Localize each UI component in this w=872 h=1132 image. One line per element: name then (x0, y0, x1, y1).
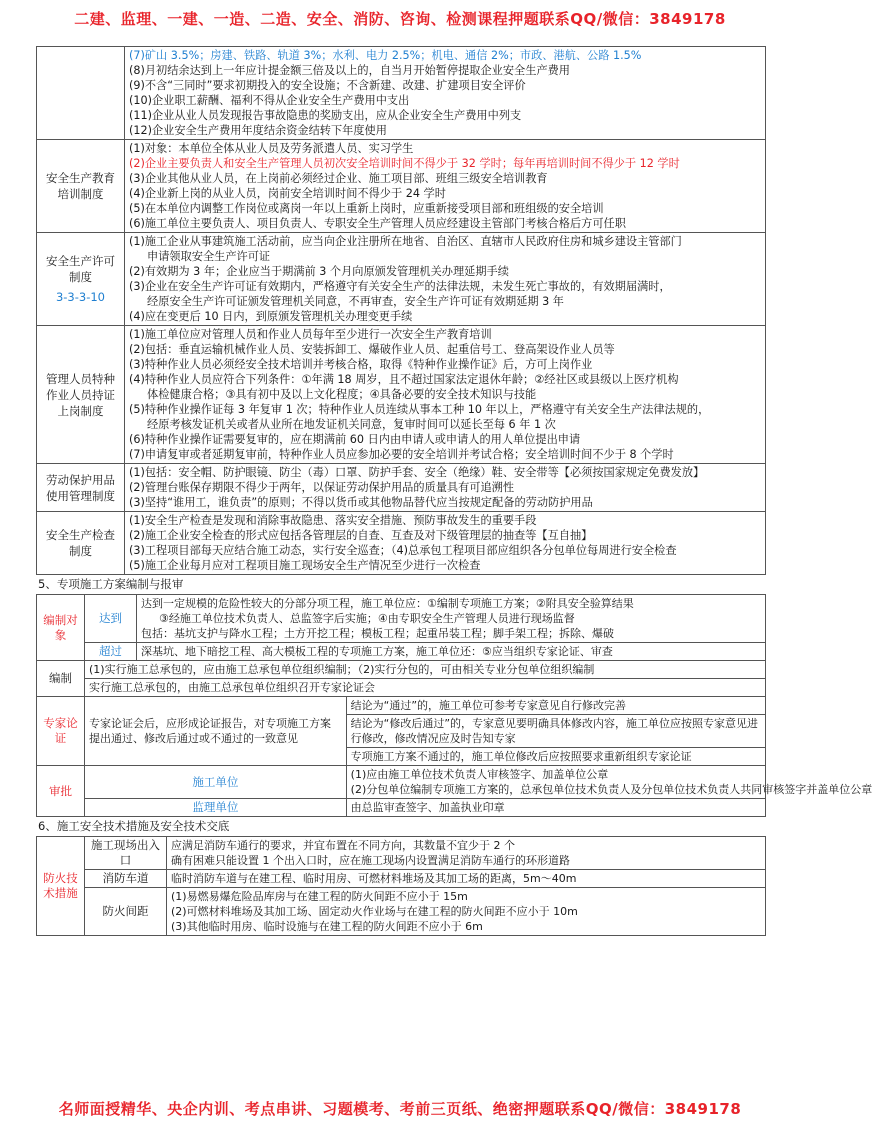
list-item: (2)企业主要负责人和安全生产管理人员初次安全培训时间不得少于 32 学时；每年再培训时间不得少于 12 学时 (129, 157, 680, 170)
review-label: 审批 (37, 766, 85, 817)
exceed-content: 深基坑、地下暗挖工程、高大模板工程的专项施工方案，施工单位还：⑤应当组织专家论证、审查 (137, 643, 766, 661)
list-item: 经原安全生产许可证颁发管理机关同意，不再审查，安全生产许可证有效期延期 3 年 (147, 295, 564, 308)
fire-label: 防火技术措施 (37, 837, 85, 936)
table-row (37, 679, 766, 697)
list-item: (1)对象：本单位全体从业人员及劳务派遣人员、实习学生 (129, 142, 414, 155)
table-row (37, 888, 766, 936)
footer-banner: 名师面授精华、央企内训、考点串讲、习题模考、考前三页纸、绝密押题联系QQ/微信：3849178 (58, 1100, 742, 1118)
row-content: 应满足消防车通行的要求，并宜布置在不同方向，其数量不宜少于 2 个 确有困难只能设置 1 个出入口时，应在施工现场内设置满足消防车通行的环形道路 (167, 837, 766, 870)
construction-unit-label: 施工单位 (85, 766, 347, 799)
list-item: (2)有效期为 3 年；企业应当于期满前 3 个月向原颁发管理机关办理延期手续 (129, 265, 509, 278)
list-item: (3)坚持“谁用工，谁负责”的原则；不得以货币或其他物品替代应当按规定配备的劳动防护用品 (129, 496, 593, 509)
mnemonic-label: 3-3-3-10 (55, 290, 106, 304)
list-item: (11)企业从业人员发现报告事故隐患的奖励支出，应从企业安全生产费用中列支 (129, 109, 522, 122)
table-row (37, 870, 766, 888)
category-title: 管理人员特种作业人员持证上岗制度 (37, 326, 125, 464)
category-content (125, 326, 766, 464)
safety-system-table (36, 46, 766, 575)
list-item: (4)企业新上岗的从业人员，岗前安全培训时间不得少于 24 学时 (129, 187, 446, 200)
list-item: ③经施工单位技术负责人、总监签字后实施；④由专职安全生产管理人员进行现场监督 (159, 612, 575, 625)
supervision-unit-label: 监理单位 (85, 799, 347, 817)
table-row (37, 233, 766, 326)
list-item: (5)在本单位内调整工作岗位或离岗一年以上重新上岗时，应重新接受项目部和班组级的安全培训 (129, 202, 604, 215)
section-5-heading: 5、专项施工方案编制与报审 (38, 577, 184, 591)
expert-label: 专家论证 (37, 697, 85, 766)
reach-content (137, 595, 766, 643)
list-item: (8)月初结余达到上一年应计提金额三倍及以上的，自当月开始暂停提取企业安全生产费用 (129, 64, 570, 77)
row-content: 临时消防车道与在建工程、临时用房、可燃材料堆场及其加工场的距离，5m～40m (167, 870, 766, 888)
row-content: (1)易燃易爆危险品库房与在建工程的防火间距不应小于 15m (2)可燃材料堆场及其加工场、固定动火作业场与在建工程的防火间距不应小于 10m (3)其他临时用房、临时设施与在建工程的防火间距不应小于 6m (167, 888, 766, 936)
expert-left: 专家论证会后，应形成论证报告，对专项施工方案提出通过、修改后通过或不通过的一致意见 (85, 697, 347, 766)
list-item: (1)包括：安全帽、防护眼镜、防尘（毒）口罩、防护手套、安全（绝缘）鞋、安全带等【必须按国家规定免费发放】 (129, 466, 705, 479)
list-item: (10)企业职工薪酬、福利不得从企业安全生产费用中支出 (129, 94, 410, 107)
row-label: 施工现场出入口 (85, 837, 167, 870)
special-plan-table (36, 594, 872, 817)
object-label: 编制对象 (37, 595, 85, 661)
list-item: (3)工程项目部每天应结合施工动态，实行安全巡查；（4)总承包工程项目部应组织各分包单位每周进行安全检查 (129, 544, 677, 557)
list-item: 包括：基坑支护与降水工程；土方开挖工程；模板工程；起重吊装工程；脚手架工程；拆除、爆破 (141, 627, 614, 640)
expert-result: 结论为“通过”的，施工单位可参考专家意见自行修改完善 (346, 697, 765, 715)
list-item: (5)特种作业操作证每 3 年复审 1 次；特种作业人员连续从事本工种 10 年以上，严格遵守有关安全生产法律法规的， (129, 403, 710, 416)
expert-result: 结论为“修改后通过”的，专家意见要明确具体修改内容，施工单位应按照专家意见进行修改，修改情况应及时告知专家 (346, 715, 765, 748)
list-item: 达到一定规模的危险性较大的分部分项工程，施工单位应：①编制专项施工方案；②附具安全验算结果 (141, 597, 634, 610)
reach-label: 达到 (85, 595, 137, 643)
category-title: 安全生产许可制度 3-3-3-10 (37, 233, 125, 326)
list-item: (2)包括：垂直运输机械作业人员、安装拆卸工、爆破作业人员、起重信号工、登高架设作业人员等 (129, 343, 615, 356)
table-row (37, 766, 766, 799)
category-title: 安全生产教育培训制度 (37, 140, 125, 233)
list-item: (7)申请复审或者延期复审前，特种作业人员应参加必要的安全培训并考试合格；安全培训时间不少于 8 个学时 (129, 448, 674, 461)
table-row (37, 837, 766, 870)
compile-content: (1)实行施工总承包的，应由施工总承包单位组织编制；（2)实行分包的，可由相关专业分包单位组织编制 (85, 661, 766, 679)
review-content: (1)应由施工单位技术负责人审核签字、加盖单位公章 (2)分包单位编制专项施工方案的，总承包单位技术负责人及分包单位技术负责人共同审核签字并盖单位公章 (346, 766, 765, 799)
list-item: (2)管理台账保存期限不得少于两年，以保证劳动保护用品的质量具有可追溯性 (129, 481, 515, 494)
compile-content: 实行施工总承包的，由施工总承包单位组织召开专家论证会 (85, 679, 766, 697)
list-item: (9)不含“三同时”要求初期投入的安全设施；不含新建、改建、扩建项目安全评价 (129, 79, 526, 92)
category-title: 劳动保护用品使用管理制度 (37, 464, 125, 512)
table-row (37, 140, 766, 233)
review-content: 由总监审查签字、加盖执业印章 (346, 799, 765, 817)
row-label: 消防车道 (85, 870, 167, 888)
list-item: (1)安全生产检查是发现和消除事故隐患、落实安全措施、预防事故发生的重要手段 (129, 514, 537, 527)
category-title: 安全生产检查制度 (37, 512, 125, 575)
list-item: 经原考核发证机关或者从业所在地发证机关同意，复审时间可以延长至每 6 年 1 次 (147, 418, 556, 431)
table-row (37, 326, 766, 464)
list-item: (6)施工单位主要负责人、项目负责人、专职安全生产管理人员应经建设主管部门考核合格后方可任职 (129, 217, 626, 230)
table-row (37, 643, 766, 661)
category-content (125, 464, 766, 512)
category-content (125, 233, 766, 326)
table-row (37, 799, 766, 817)
fire-measures-table (36, 836, 766, 936)
list-item: (5)施工企业每月应对工程项目施工现场安全生产情况至少进行一次检查 (129, 559, 481, 572)
expert-result: 专项施工方案不通过的，施工单位修改后应按照要求重新组织专家论证 (346, 748, 765, 766)
list-item: (6)特种作业操作证需要复审的，应在期满前 60 日内由申请人或申请人的用人单位提出申请 (129, 433, 581, 446)
list-item: (2)施工企业安全检查的形式应包括各管理层的自查、互查及对下级管理层的抽查等【互自抽】 (129, 529, 593, 542)
table-row (37, 464, 766, 512)
list-item: (12)企业安全生产费用年度结余资金结转下年度使用 (129, 124, 387, 137)
section-6-heading: 6、施工安全技术措施及安全技术交底 (38, 819, 230, 833)
list-item: 申请领取安全生产许可证 (147, 250, 271, 263)
table-row (37, 697, 766, 715)
header-banner: 二建、监理、一建、一造、二造、安全、消防、咨询、检测课程押题联系QQ/微信：3849178 (74, 10, 726, 28)
notes-sheet (36, 46, 872, 936)
category-cell (37, 47, 125, 140)
list-item: (3)企业其他从业人员，在上岗前必须经过企业、施工项目部、班组三级安全培训教育 (129, 172, 548, 185)
exceed-label: 超过 (85, 643, 137, 661)
list-item: (1)施工单位应对管理人员和作业人员每年至少进行一次安全生产教育培训 (129, 328, 492, 341)
category-content (125, 140, 766, 233)
row-label: 防火间距 (85, 888, 167, 936)
table-row (37, 512, 766, 575)
table-row (37, 661, 766, 679)
category-content (125, 512, 766, 575)
list-item: (4)应在变更后 10 日内，到原颁发管理机关办理变更手续 (129, 310, 413, 323)
compile-label: 编制 (37, 661, 85, 697)
list-item: (4)特种作业人员应符合下列条件：①年满 18 周岁，且不超过国家法定退休年龄；②经社区或县级以上医疗机构 (129, 373, 679, 386)
list-item: (1)施工企业从事建筑施工活动前，应当向企业注册所在地省、自治区、直辖市人民政府住房和城乡建设主管部门 (129, 235, 682, 248)
list-item: (7)矿山 3.5%；房建、铁路、轨道 3%；水利、电力 2.5%；机电、通信 2%；市政、港航、公路 1.5% (129, 49, 642, 62)
list-item: (3)特种作业人员必须经安全技术培训并考核合格，取得《特种作业操作证》后，方可上岗作业 (129, 358, 593, 371)
list-item: 体检健康合格；③具有初中及以上文化程度；④具备必要的安全技术知识与技能 (147, 388, 537, 401)
list-item: (3)企业在安全生产许可证有效期内，严格遵守有关安全生产的法律法规，未发生死亡事故的，有效期届满时， (129, 280, 671, 293)
table-row (37, 595, 766, 643)
continuation-cell (125, 47, 766, 140)
table-row (37, 47, 766, 140)
